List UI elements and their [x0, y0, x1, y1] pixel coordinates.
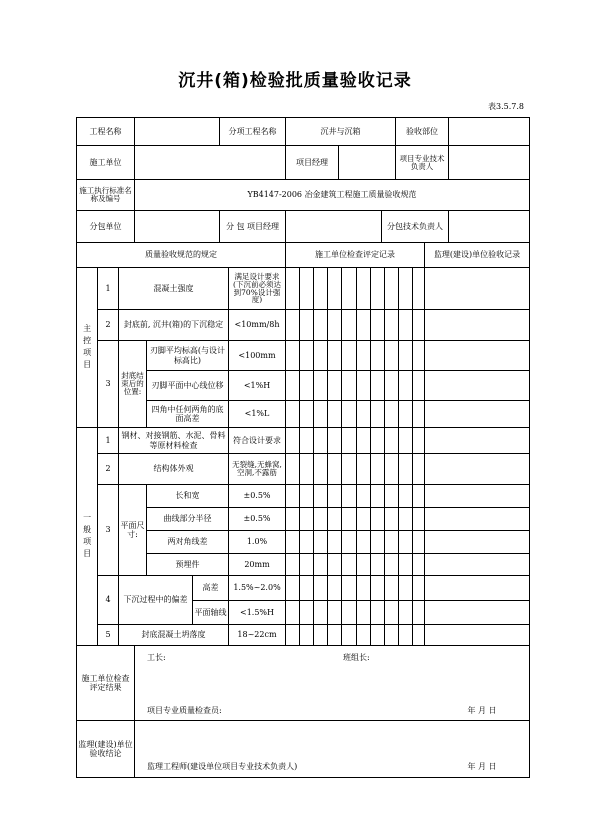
mc-3c-name: 四角中任何两角的底面高差	[146, 400, 229, 428]
check-cell[interactable]	[327, 624, 342, 646]
supervision-cell[interactable]	[424, 484, 530, 508]
check-cell[interactable]	[313, 309, 328, 341]
gi-3c-requirement: 1.0%	[228, 530, 286, 554]
gi-3d-name: 预埋件	[146, 553, 229, 576]
check-cell[interactable]	[341, 340, 357, 371]
check-cell[interactable]	[356, 370, 371, 401]
check-cell[interactable]	[356, 309, 371, 341]
check-cell[interactable]	[341, 530, 357, 554]
check-cell[interactable]	[327, 453, 342, 485]
subcontract-unit-label: 分包单位	[76, 210, 135, 243]
supervision-conclusion-label: 监理(建设)单位验收结论	[76, 720, 135, 778]
check-cell[interactable]	[398, 309, 413, 341]
supervision-cell[interactable]	[424, 453, 530, 485]
mc-3b-requirement: <1%H	[228, 370, 286, 401]
col-spec-header: 质量验收规范的规定	[76, 242, 286, 268]
check-cell[interactable]	[341, 553, 357, 576]
gi-4b-name: 平面轴线	[192, 600, 229, 625]
check-cell[interactable]	[285, 340, 300, 371]
check-cell[interactable]	[370, 624, 385, 646]
check-cell[interactable]	[398, 340, 413, 371]
supervision-cell[interactable]	[424, 267, 530, 310]
check-cell[interactable]	[299, 400, 314, 428]
gi-5-requirement: 18~22cm	[228, 624, 286, 646]
check-cell[interactable]	[327, 400, 342, 428]
mc-2-name: 封底前, 沉井(箱)的下沉稳定	[118, 309, 229, 341]
supervision-cell[interactable]	[424, 340, 530, 371]
mc-3c-requirement: <1%L	[228, 400, 286, 428]
check-cell[interactable]	[341, 575, 357, 601]
date-label: 年 月 日	[452, 703, 512, 719]
main-control-group: 主控项目	[76, 267, 98, 428]
check-cell[interactable]	[327, 484, 342, 508]
check-cell[interactable]	[384, 340, 399, 371]
check-cell[interactable]	[299, 600, 314, 625]
sub-project-label: 分项工程名称	[219, 117, 286, 146]
general-group: 一般项目	[76, 427, 98, 646]
check-cell[interactable]	[370, 507, 385, 531]
check-cell[interactable]	[398, 553, 413, 576]
gi-4a-requirement: 1.5%~2.0%	[228, 575, 286, 601]
check-cell[interactable]	[285, 575, 300, 601]
acceptance-part-label: 验收部位	[395, 117, 449, 146]
check-cell[interactable]	[299, 453, 314, 485]
gi-4-no: 4	[97, 575, 119, 625]
gi-3a-name: 长和宽	[146, 484, 229, 508]
check-cell[interactable]	[341, 400, 357, 428]
check-cell[interactable]	[327, 553, 342, 576]
project-name-field[interactable]	[134, 117, 220, 146]
check-cell[interactable]	[370, 575, 385, 601]
check-cell[interactable]	[398, 453, 413, 485]
col-construction-header: 施工单位检查评定记录	[285, 242, 425, 268]
check-cell[interactable]	[384, 624, 399, 646]
supervision-cell[interactable]	[424, 370, 530, 401]
check-cell[interactable]	[398, 575, 413, 601]
check-cell[interactable]	[327, 340, 342, 371]
check-cell[interactable]	[356, 427, 371, 454]
check-cell[interactable]	[370, 427, 385, 454]
gi-3d-requirement: 20mm	[228, 553, 286, 576]
check-cell[interactable]	[313, 484, 328, 508]
check-cell[interactable]	[398, 427, 413, 454]
check-cell[interactable]	[285, 370, 300, 401]
supervision-cell[interactable]	[424, 530, 530, 554]
tech-lead-label: 项目专业技术负责人	[395, 145, 449, 180]
check-cell[interactable]	[285, 453, 300, 485]
check-cell[interactable]	[299, 484, 314, 508]
subcontract-manager-label: 分 包 项目经理	[219, 210, 286, 243]
gi-4a-name: 高差	[192, 575, 229, 601]
check-cell[interactable]	[299, 340, 314, 371]
check-cell[interactable]	[356, 267, 371, 310]
check-cell[interactable]	[341, 507, 357, 531]
gi-5-no: 5	[97, 624, 119, 646]
check-cell[interactable]	[285, 484, 300, 508]
gi-3a-requirement: ±0.5%	[228, 484, 286, 508]
check-cell[interactable]	[313, 575, 328, 601]
check-cell[interactable]	[384, 553, 399, 576]
check-cell[interactable]	[370, 309, 385, 341]
project-manager-label: 项目经理	[285, 145, 339, 180]
gi-5-name: 封底混凝土坍落度	[118, 624, 229, 646]
gi-3b-requirement: ±0.5%	[228, 507, 286, 531]
subcontract-tech-field[interactable]	[448, 210, 530, 243]
mc-3a-requirement: <100mm	[228, 340, 286, 371]
check-cell[interactable]	[370, 553, 385, 576]
check-cell[interactable]	[341, 267, 357, 310]
inspector-label: 项目专业质量检查员:	[146, 703, 286, 719]
subcontract-unit-field[interactable]	[134, 210, 220, 243]
mc-3a-name: 刃脚平均标高(与设计标高比)	[146, 340, 229, 371]
check-cell[interactable]	[313, 624, 328, 646]
check-cell[interactable]	[327, 507, 342, 531]
check-cell[interactable]	[384, 453, 399, 485]
check-cell[interactable]	[384, 600, 399, 625]
check-cell[interactable]	[285, 600, 300, 625]
check-cell[interactable]	[313, 370, 328, 401]
standard-value[interactable]: YB4147-2006 冶金建筑工程施工质量验收规范	[134, 179, 530, 211]
construction-unit-label: 施工单位	[76, 145, 135, 180]
supervision-cell[interactable]	[424, 575, 530, 601]
check-cell[interactable]	[341, 370, 357, 401]
check-cell[interactable]	[327, 575, 342, 601]
check-cell[interactable]	[285, 507, 300, 531]
check-cell[interactable]	[299, 507, 314, 531]
supervision-cell[interactable]	[424, 507, 530, 531]
team-leader-label: 班组长:	[342, 650, 402, 666]
engineer-label: 监理工程师(建设单位项目专业技术负责人)	[146, 759, 366, 775]
check-cell[interactable]	[313, 267, 328, 310]
check-cell[interactable]	[356, 507, 371, 531]
check-cell[interactable]	[356, 400, 371, 428]
check-cell[interactable]	[299, 370, 314, 401]
check-cell[interactable]	[285, 530, 300, 554]
check-cell[interactable]	[370, 530, 385, 554]
check-cell[interactable]	[384, 484, 399, 508]
check-cell[interactable]	[356, 530, 371, 554]
check-cell[interactable]	[356, 453, 371, 485]
subcontract-manager-field[interactable]	[285, 210, 396, 243]
check-cell[interactable]	[341, 309, 357, 341]
check-cell[interactable]	[398, 370, 413, 401]
check-cell[interactable]	[384, 370, 399, 401]
gi-3-group: 平面尺寸:	[118, 484, 147, 576]
check-cell[interactable]	[356, 624, 371, 646]
check-cell[interactable]	[327, 427, 342, 454]
check-cell[interactable]	[384, 507, 399, 531]
acceptance-part-field[interactable]	[448, 117, 530, 146]
construction-unit-field[interactable]	[134, 145, 286, 180]
check-cell[interactable]	[370, 340, 385, 371]
mc-1-requirement: 满足设计要求(下沉前必须达到70%设计强度)	[228, 267, 286, 310]
check-cell[interactable]	[370, 267, 385, 310]
gi-2-no: 2	[97, 453, 119, 485]
supervision-cell[interactable]	[424, 600, 530, 625]
mc-2-no: 2	[97, 309, 119, 341]
check-cell[interactable]	[299, 267, 314, 310]
mc-3-group: 封底结束后的位置:	[118, 340, 147, 428]
check-cell[interactable]	[313, 340, 328, 371]
gi-4b-requirement: <1.5%H	[228, 600, 286, 625]
check-cell[interactable]	[341, 453, 357, 485]
check-cell[interactable]	[299, 309, 314, 341]
check-cell[interactable]	[370, 400, 385, 428]
construction-result-label: 施工单位检查评定结果	[76, 645, 135, 721]
check-cell[interactable]	[370, 370, 385, 401]
check-cell[interactable]	[341, 600, 357, 625]
table-code: 表3.5.7.8	[488, 102, 524, 111]
gi-1-name: 钢材、对接钢筋、水泥、骨料等原材料检查	[118, 427, 229, 454]
check-cell[interactable]	[398, 530, 413, 554]
check-cell[interactable]	[299, 530, 314, 554]
check-cell[interactable]	[384, 309, 399, 341]
check-cell[interactable]	[285, 427, 300, 454]
check-cell[interactable]	[327, 267, 342, 310]
check-cell[interactable]	[356, 575, 371, 601]
gi-1-requirement: 符合设计要求	[228, 427, 286, 454]
check-cell[interactable]	[285, 267, 300, 310]
check-cell[interactable]	[384, 575, 399, 601]
check-cell[interactable]	[327, 309, 342, 341]
check-cell[interactable]	[285, 553, 300, 576]
check-cell[interactable]	[299, 553, 314, 576]
check-cell[interactable]	[384, 530, 399, 554]
check-cell[interactable]	[341, 427, 357, 454]
gi-3-no: 3	[97, 484, 119, 576]
check-cell[interactable]	[327, 370, 342, 401]
check-cell[interactable]	[313, 453, 328, 485]
worker-label: 工长:	[146, 650, 206, 666]
check-cell[interactable]	[356, 340, 371, 371]
mc-3-no: 3	[97, 340, 119, 428]
check-cell[interactable]	[398, 600, 413, 625]
check-cell[interactable]	[370, 453, 385, 485]
check-cell[interactable]	[356, 484, 371, 508]
col-supervision-header: 监理(建设)单位验收记录	[424, 242, 530, 268]
project-manager-field[interactable]	[338, 145, 396, 180]
supervision-cell[interactable]	[424, 553, 530, 576]
check-cell[interactable]	[398, 507, 413, 531]
check-cell[interactable]	[313, 427, 328, 454]
check-cell[interactable]	[370, 600, 385, 625]
mc-1-no: 1	[97, 267, 119, 310]
check-cell[interactable]	[384, 427, 399, 454]
check-cell[interactable]	[384, 267, 399, 310]
supervision-cell[interactable]	[424, 427, 530, 454]
check-cell[interactable]	[356, 553, 371, 576]
supervision-cell[interactable]	[424, 624, 530, 646]
gi-2-requirement: 无裂缝,无蜂窝,空洞,不露筋	[228, 453, 286, 485]
project-name-label: 工程名称	[76, 117, 135, 146]
date-label-2: 年 月 日	[452, 759, 512, 775]
check-cell[interactable]	[398, 484, 413, 508]
check-cell[interactable]	[327, 530, 342, 554]
gi-4-group: 下沉过程中的偏差	[118, 575, 193, 625]
check-cell[interactable]	[285, 309, 300, 341]
check-cell[interactable]	[299, 575, 314, 601]
check-cell[interactable]	[313, 400, 328, 428]
sub-project-value[interactable]: 沉井与沉箱	[285, 117, 396, 146]
check-cell[interactable]	[341, 624, 357, 646]
gi-2-name: 结构体外观	[118, 453, 229, 485]
check-cell[interactable]	[327, 600, 342, 625]
check-cell[interactable]	[285, 624, 300, 646]
check-cell[interactable]	[299, 624, 314, 646]
gi-3c-name: 两对角线差	[146, 530, 229, 554]
check-cell[interactable]	[341, 484, 357, 508]
standard-label: 施工执行标准名称及编号	[76, 179, 135, 211]
mc-2-requirement: <10mm/8h	[228, 309, 286, 341]
gi-3b-name: 曲线部分半径	[146, 507, 229, 531]
check-cell[interactable]	[313, 530, 328, 554]
check-cell[interactable]	[285, 400, 300, 428]
page-title: 沉井(箱)检验批质量验收记录	[178, 71, 412, 91]
gi-1-no: 1	[97, 427, 119, 454]
check-cell[interactable]	[313, 600, 328, 625]
check-cell[interactable]	[384, 400, 399, 428]
check-cell[interactable]	[398, 624, 413, 646]
subcontract-tech-label: 分包技术负责人	[381, 210, 449, 243]
check-cell[interactable]	[398, 267, 413, 310]
check-cell[interactable]	[313, 553, 328, 576]
check-cell[interactable]	[299, 427, 314, 454]
check-cell[interactable]	[370, 484, 385, 508]
tech-lead-field[interactable]	[448, 145, 530, 180]
mc-3b-name: 刃脚平面中心线位移	[146, 370, 229, 401]
check-cell[interactable]	[313, 507, 328, 531]
check-cell[interactable]	[356, 600, 371, 625]
mc-1-name: 混凝土强度	[118, 267, 229, 310]
supervision-cell[interactable]	[424, 400, 530, 428]
supervision-cell[interactable]	[424, 309, 530, 341]
check-cell[interactable]	[398, 400, 413, 428]
